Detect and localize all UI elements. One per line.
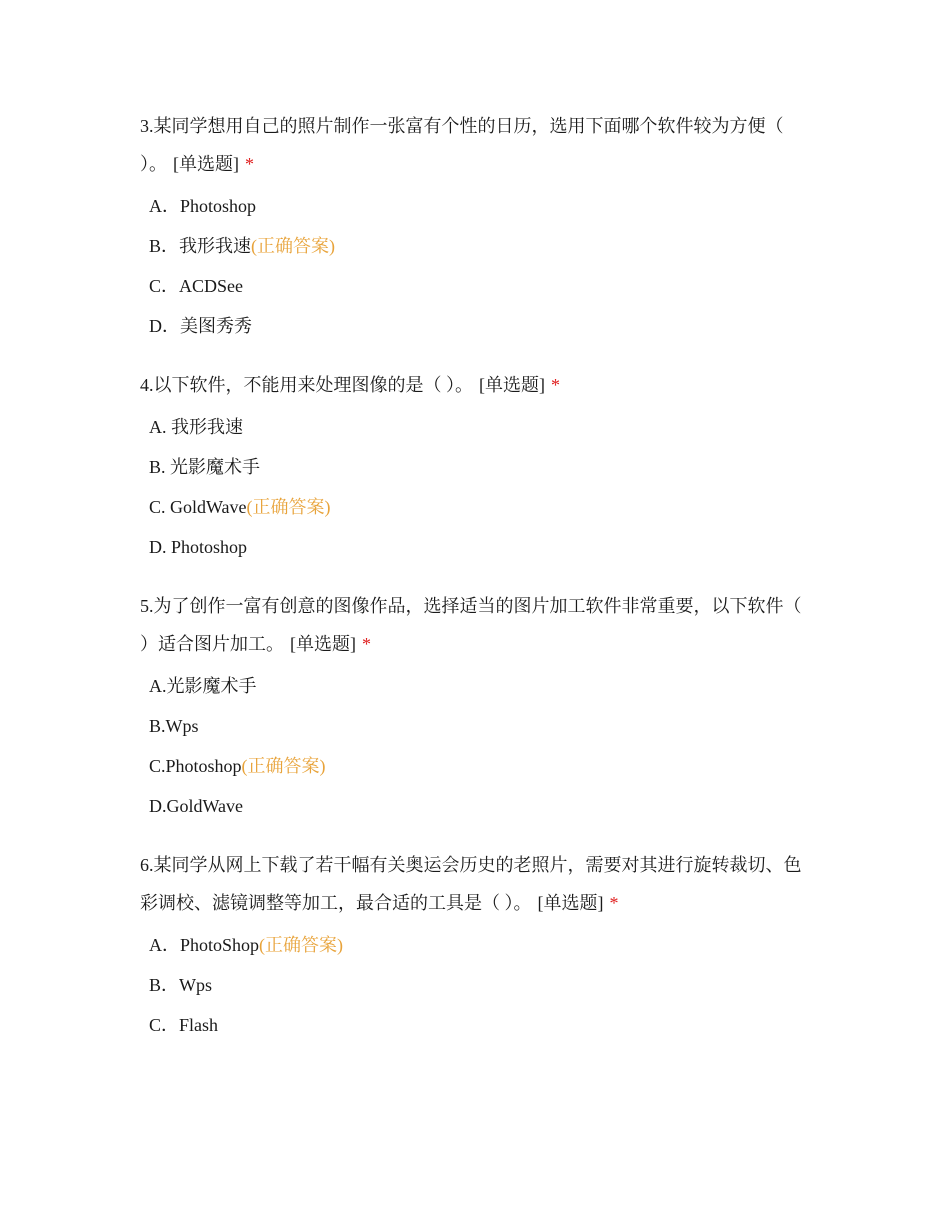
option-d[interactable] (149, 786, 812, 826)
question-4 (140, 366, 812, 567)
question-type: [单选题] (479, 375, 545, 395)
option-label: D. Photoshop (149, 537, 248, 557)
option-label: C．ACDSee (149, 276, 243, 296)
option-list (140, 407, 812, 567)
question-type: [单选题] (537, 893, 604, 913)
question-stem: 5.为了创作一富有创意的图像作品，选择适当的图片加工软件非常重要，以下软件（ ）适合图片加工。 (140, 596, 802, 654)
option-c[interactable] (149, 1005, 812, 1045)
option-label: A. 我形我速 (149, 417, 243, 437)
option-label: D．美图秀秀 (149, 316, 252, 336)
option-c[interactable] (149, 487, 812, 527)
question-3 (140, 107, 812, 346)
required-mark: * (609, 893, 619, 913)
option-label: A．PhotoShop (149, 935, 260, 955)
question-text (140, 587, 812, 663)
quiz-document (140, 107, 812, 1065)
question-type: [单选题] (173, 154, 239, 174)
correct-answer-tag: (正确答案) (259, 935, 344, 955)
option-a[interactable] (149, 407, 812, 447)
option-b[interactable] (149, 447, 812, 487)
question-6 (140, 846, 812, 1045)
question-text (140, 107, 812, 183)
option-d[interactable] (149, 527, 812, 567)
question-stem: 4.以下软件，不能用来处理图像的是（ ）。 (140, 375, 473, 395)
option-list (140, 186, 812, 346)
option-c[interactable] (149, 266, 812, 306)
option-label: C．Flash (149, 1015, 219, 1035)
option-d[interactable] (149, 306, 812, 346)
option-label: B．Wps (149, 975, 212, 995)
option-label: C.Photoshop (149, 756, 242, 776)
option-label: C. GoldWave (149, 497, 247, 517)
question-stem: 6.某同学从网上下载了若干幅有关奥运会历史的老照片，需要对其进行旋转裁切、色彩调校、滤镜调整等加工，最合适的工具是（ ）。 (140, 855, 802, 913)
correct-answer-tag: (正确答案) (246, 497, 331, 517)
question-text (140, 366, 812, 404)
option-b[interactable] (149, 706, 812, 746)
option-list (140, 666, 812, 826)
correct-answer-tag: (正确答案) (251, 236, 336, 256)
question-5 (140, 587, 812, 826)
option-label: B．我形我速 (149, 236, 252, 256)
option-label: A.光影魔术手 (149, 676, 257, 696)
required-mark: * (245, 154, 254, 174)
option-b[interactable] (149, 226, 812, 266)
option-a[interactable] (149, 666, 812, 706)
option-label: B.Wps (149, 716, 199, 736)
required-mark: * (551, 375, 560, 395)
option-a[interactable] (149, 186, 812, 226)
required-mark: * (362, 634, 371, 654)
question-type: [单选题] (290, 634, 356, 654)
correct-answer-tag: (正确答案) (241, 756, 326, 776)
option-label: B. 光影魔术手 (149, 457, 261, 477)
option-label: D.GoldWave (149, 796, 244, 816)
question-stem: 3.某同学想用自己的照片制作一张富有个性的日历，选用下面哪个软件较为方便（ ）。 (140, 116, 784, 174)
option-b[interactable] (149, 965, 812, 1005)
option-list (140, 925, 812, 1045)
option-a[interactable] (149, 925, 812, 965)
option-label: A．Photoshop (149, 196, 257, 216)
question-text (140, 846, 812, 922)
option-c[interactable] (149, 746, 812, 786)
